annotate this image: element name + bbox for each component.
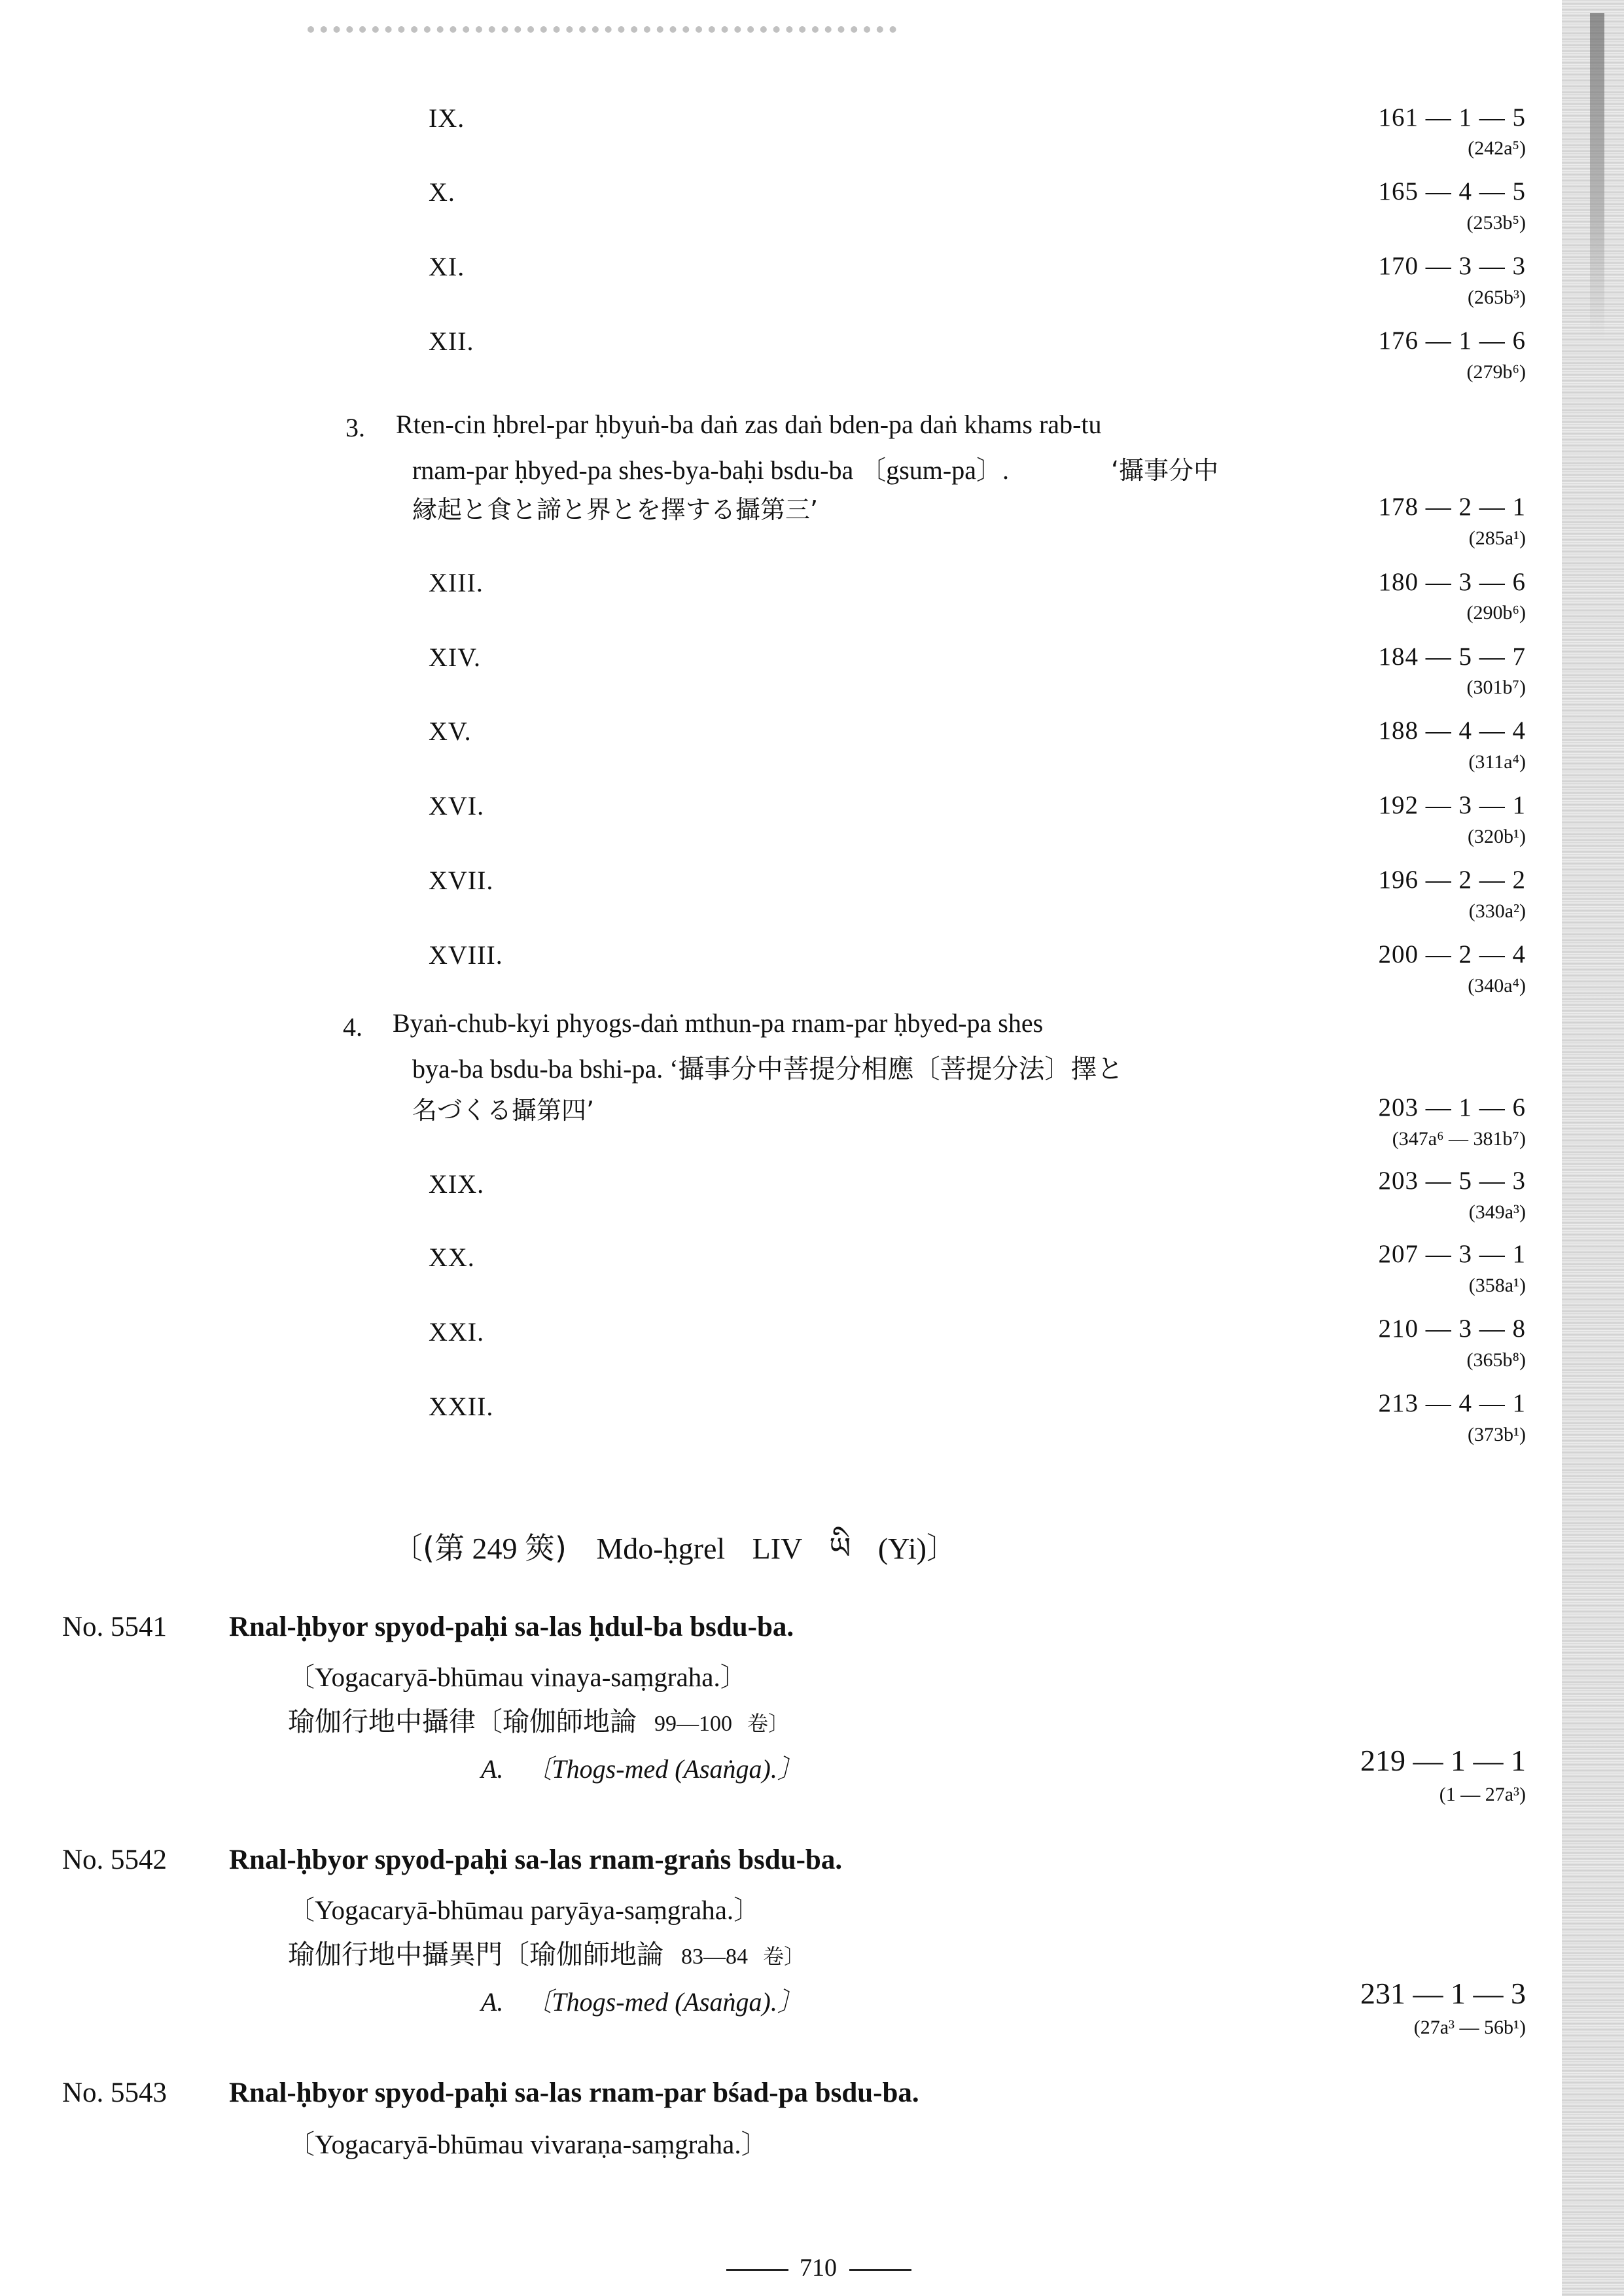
volume-title: Mdo-ḥgrel [596,1532,726,1565]
volume-reference: 196 — 2 — 2 [1378,866,1526,894]
volume-reference: 184 — 5 — 7 [1378,643,1526,671]
folio-reference: (320b¹) [1468,826,1526,847]
volume-numeral: LIV [752,1532,802,1565]
section-title-line: Rten-cin ḥbrel-par ḥbyuṅ-ba daṅ zas daṅ bden-pa daṅ khams rab-tu [396,410,1102,439]
chinese-ref-text: 〔瑜伽師地論 [476,1706,637,1737]
volume-reference: 203 — 5 — 3 [1378,1167,1526,1195]
roman-numeral: IX. [429,103,465,133]
entry-title: Rnal-ḥbyor spyod-paḥi sa-las ḥdul-ba bsdu-ba. [229,1612,794,1642]
section-title-japanese: 名づくる攝第四’ [412,1096,595,1125]
folio-reference: (373b¹) [1468,1424,1526,1445]
volume-reference: 203 — 1 — 6 [1378,1093,1526,1122]
folio-reference: (265b³) [1468,287,1526,308]
roman-numeral: XV. [429,716,472,746]
folio-reference: (279b⁶) [1466,361,1526,383]
volume-reference: 231 — 1 — 3 [1360,1977,1526,2010]
chinese-ref-end: 卷〕 [763,1944,805,1969]
volume-reference: 192 — 3 — 1 [1378,791,1526,819]
roman-numeral: XI. [429,252,465,281]
sanskrit-title: 〔Yogacaryā-bhūmau vivaraṇa-saṃgraha.〕 [288,2129,768,2159]
volume-reference: 176 — 1 — 6 [1378,327,1526,355]
section-title-line: rnam-par ḥbyed-pa shes-bya-baḥi bsdu-ba 〔gsum-pa〕. [412,455,1009,485]
volume-reference: 207 — 3 — 1 [1378,1240,1526,1268]
chinese-title-text: 瑜伽行地中攝律 [288,1706,476,1737]
volume-reference: 161 — 1 — 5 [1378,103,1526,132]
page-number-dash [726,2269,788,2271]
tibetan-letter: ཡི [828,1530,851,1566]
volume-reference: 213 — 4 — 1 [1378,1389,1526,1417]
folio-reference: (330a²) [1468,900,1526,922]
roman-numeral: XII. [429,327,474,356]
section-title-japanese: 縁起と食と諦と界とを擇する攝第三’ [412,495,819,524]
author-line [481,1748,803,1786]
chinese-title [288,1700,789,1739]
section-title-line: Byaṅ-chub-kyi phyogs-daṅ mthun-pa rnam-par ḥbyed-pa shes [393,1008,1044,1038]
folio-reference: (27a³ — 56b¹) [1413,2017,1526,2038]
scanned-page-edge [1562,0,1624,2296]
roman-numeral: XIX. [429,1169,485,1199]
roman-numeral: XVII. [429,866,494,895]
section-number: 3. [345,413,365,442]
folio-reference: (1 — 27a³) [1439,1784,1526,1805]
chinese-volume-range: 99—100 [654,1712,733,1736]
volume-reference: 170 — 3 — 3 [1378,252,1526,280]
author-line [481,1981,803,2019]
roman-numeral: X. [429,177,455,207]
volume-number: 249 [472,1532,518,1565]
roman-numeral: XVIII. [429,940,503,970]
author-prefix: A. [481,1987,504,2017]
sanskrit-title: 〔Yogacaryā-bhūmau vinaya-saṃgraha.〕 [288,1662,747,1692]
chinese-volume-range: 83—84 [681,1945,749,1969]
entry-title: Rnal-ḥbyor spyod-paḥi sa-las rnam-par bśad-pa bsdu-ba. [229,2077,919,2108]
folio-reference: (349a³) [1468,1201,1526,1223]
roman-numeral: XIV. [429,643,481,672]
section-title-japanese: ‘攝事分中 [1111,456,1219,485]
page-number-dash [849,2269,911,2271]
sanskrit-title: 〔Yogacaryā-bhūmau paryāya-saṃgraha.〕 [288,1895,761,1925]
volume-reference: 210 — 3 — 8 [1378,1315,1526,1343]
folio-reference: (365b⁸) [1466,1349,1526,1371]
folio-reference: (253b⁵) [1466,212,1526,234]
volume-heading [393,1515,957,1600]
chinese-ref-end: 卷〕 [747,1711,790,1736]
volume-reference: 219 — 1 — 1 [1360,1744,1526,1777]
roman-numeral: XX. [429,1243,475,1272]
volume-reference: 188 — 4 — 4 [1378,716,1526,745]
roman-numeral: XVI. [429,791,485,821]
folio-reference: (290b⁶) [1466,602,1526,624]
volume-reference: 200 — 2 — 4 [1378,940,1526,968]
bracket-open: 〔(第 [393,1530,465,1566]
folio-reference: (347a⁶ — 381b⁷) [1392,1128,1526,1150]
folio-reference: (242a⁵) [1468,137,1526,159]
folio-reference: (340a⁴) [1468,975,1526,997]
author-name: 〔Thogs-med (Asaṅga).〕 [525,1754,803,1784]
bracket-close: 筴) [524,1530,567,1566]
section-number: 4. [343,1012,362,1042]
roman-numeral: XXI. [429,1317,485,1347]
folio-reference: (285a¹) [1468,527,1526,549]
entry-number: No. 5542 [62,1845,168,1875]
volume-reference: 178 — 2 — 1 [1378,493,1526,521]
roman-numeral: XIII. [429,568,484,597]
volume-reference: 180 — 3 — 6 [1378,568,1526,596]
entry-number: No. 5543 [62,2077,168,2108]
entry-title: Rnal-ḥbyor spyod-paḥi sa-las rnam-graṅs bsdu-ba. [229,1845,843,1875]
folio-reference: (301b⁷) [1466,677,1526,698]
scanned-edge-shadow [1590,13,1604,340]
roman-numeral: XXII. [429,1392,494,1421]
folio-reference: (311a⁴) [1468,751,1526,773]
volume-reference: 165 — 4 — 5 [1378,177,1526,205]
cropped-top-line [308,12,896,33]
chinese-ref-text: 〔瑜伽師地論 [503,1939,663,1970]
chinese-title [288,1933,805,1971]
author-prefix: A. [481,1754,504,1784]
section-title-line: bya-ba bsdu-ba bshi-pa. ‘攝事分中菩提分相應〔菩提分法〕擇と [412,1054,1123,1084]
author-name: 〔Thogs-med (Asaṅga).〕 [525,1987,803,2017]
page-number: 710 [800,2254,837,2282]
folio-reference: (358a¹) [1468,1275,1526,1296]
entry-number: No. 5541 [62,1612,168,1642]
volume-transliteration: (Yi)〕 [877,1532,957,1565]
chinese-title-text: 瑜伽行地中攝異門 [288,1939,503,1970]
